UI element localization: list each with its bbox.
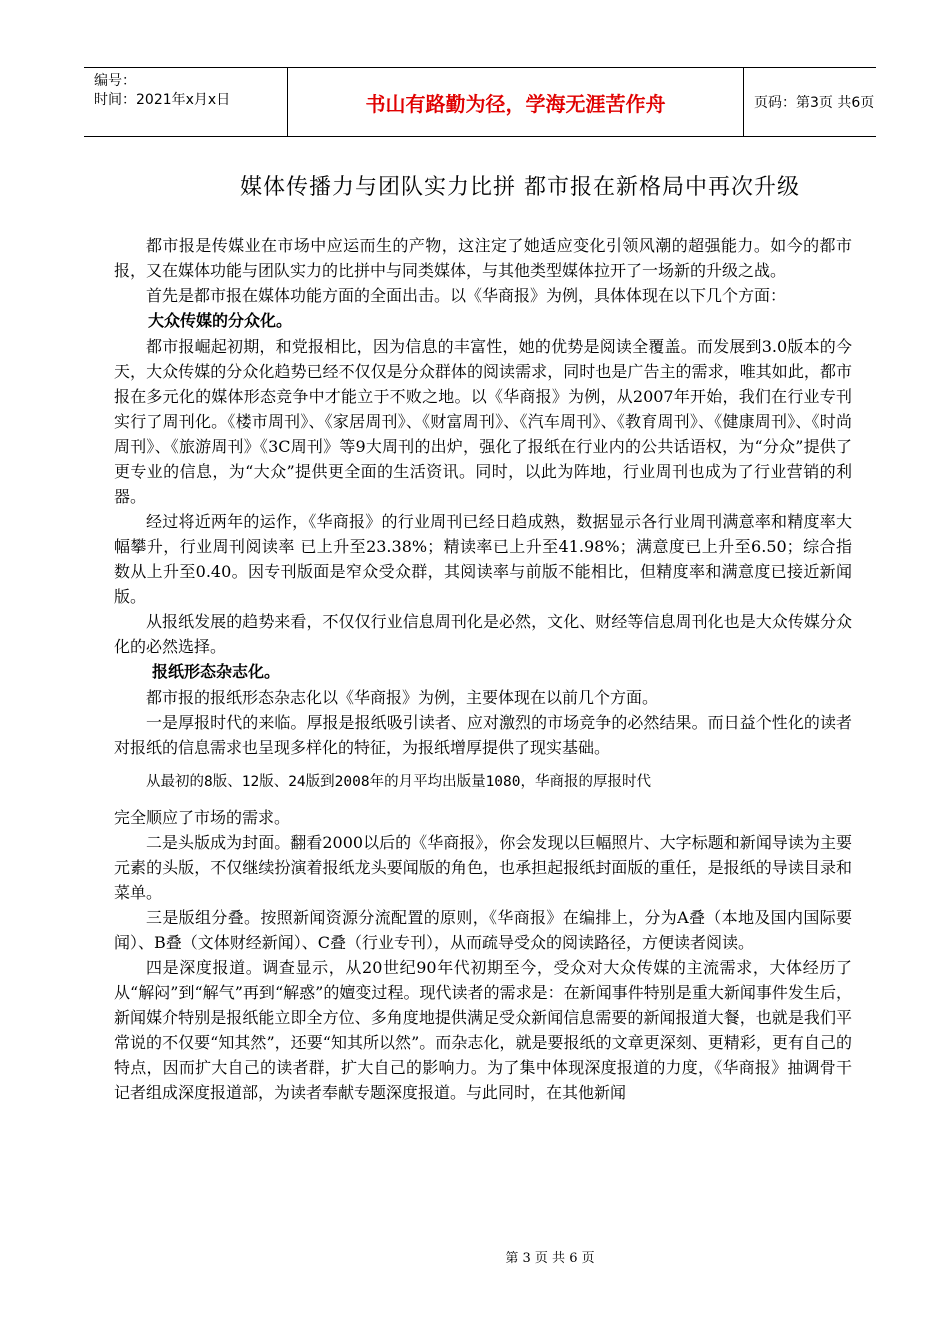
section-heading-1: 大众传媒的分众化。 (148, 311, 293, 330)
section2-paragraph-3a: 从最初的8版、12版、24版到2008年的月平均出版量1080，华商报的厚报时代 (146, 774, 651, 790)
header-meta (84, 68, 288, 136)
section2-paragraph-3b: 完全顺应了市场的需求。 (114, 808, 291, 827)
section1-paragraph-2: 经过将近两年的运作，《华商报》的行业周刊已经日趋成熟，数据显示各行业周刊满意率和精度率大幅攀升，行业周刊阅读率 已上升至23.38%；精读率已上升至41.98%；满意度已上升至6.50；综合指数从上升至0.40。因专刊版面是窄众受众群，其阅读率与前版不能相比，但精度率和满意度已接近新闻版。 (114, 512, 852, 606)
page-footer: 第 3 页 共 6 页 (505, 1251, 595, 1266)
header-motto: 书山有路勤为径，学海无涯苦作舟 (288, 68, 744, 136)
code-label: 编号： (94, 73, 136, 89)
page-header (84, 67, 876, 137)
section1-paragraph-1: 都市报崛起初期，和党报相比，因为信息的丰富性，她的优势是阅读全覆盖。而发展到3.0版本的今天，大众传媒的分众化趋势已经不仅仅是分众群体的阅读需求，同时也是广告主的需求，唯其如此，都市报在多元化的媒体形态竞争中才能立于不败之地。以《华商报》为例，从2007年开始，我们在行业专刊实行了周刊化。《楼市周刊》、《家居周刊》、《财富周刊》、《汽车周刊》、《教育周刊》、《健康周刊》、《时尚周刊》、《旅游周刊》《3C周刊》等9大周刊的出炉，强化了报纸在行业内的公共话语权，为“分众”提供了更专业的信息，为“大众”提供更全面的生活资讯。同时，以此为阵地，行业周刊也成为了行业营销的利器。 (114, 337, 852, 506)
document-body (114, 233, 852, 1105)
intro-paragraph-1: 都市报是传媒业在市场中应运而生的产物，这注定了她适应变化引领风潮的超强能力。如今的都市报，又在媒体功能与团队实力的比拼中与同类媒体，与其他类型媒体拉开了一场新的升级之战。 (114, 236, 852, 280)
document-title: 媒体传播力与团队实力比拼 都市报在新格局中再次升级 (240, 175, 800, 200)
section2-paragraph-1: 都市报的报纸形态杂志化以《华商报》为例，主要体现在以前几个方面。 (146, 688, 659, 707)
section-heading-2: 报纸形态杂志化。 (152, 662, 281, 681)
time-label: 时间：2021年x月x日 (94, 92, 231, 108)
section1-paragraph-3: 从报纸发展的趋势来看，不仅仅行业信息周刊化是必然，文化、财经等信息周刊化也是大众传媒分众化的必然选择。 (114, 612, 852, 656)
section2-paragraph-5: 三是版组分叠。按照新闻资源分流配置的原则，《华商报》在编排上，分为A叠（本地及国内国际要闻）、B叠（文体财经新闻）、C叠（行业专刊），从而疏导受众的阅读路径，方便读者阅读。 (114, 908, 852, 952)
intro-paragraph-2: 首先是都市报在媒体功能方面的全面出击。以《华商报》为例，具体体现在以下几个方面： (146, 286, 787, 305)
header-page-info: 页码：第3页 共6页 (754, 95, 875, 111)
section2-paragraph-4: 二是头版成为封面。翻看2000以后的《华商报》，你会发现以巨幅照片、大字标题和新闻导读为主要元素的头版，不仅继续扮演着报纸龙头要闻版的角色，也承担起报纸封面版的重任，是报纸的导读目录和菜单。 (114, 833, 852, 902)
section2-paragraph-2: 一是厚报时代的来临。厚报是报纸吸引读者、应对激烈的市场竞争的必然结果。而日益个性化的读者对报纸的信息需求也呈现多样化的特征，为报纸增厚提供了现实基础。 (114, 713, 852, 757)
section2-paragraph-6: 四是深度报道。调查显示，从20世纪90年代初期至今，受众对大众传媒的主流需求，大体经历了从“解闷”到“解气”再到“解惑”的嬗变过程。现代读者的需求是：在新闻事件特别是重大新闻事件发生后，新闻媒介特别是报纸能立即全方位、多角度地提供满足受众新闻信息需要的新闻报道大餐，也就是我们平常说的不仅要“知其然”，还要“知其所以然”。而杂志化，就是要报纸的文章更深刻、更精彩，更有自己的特点，因而扩大自己的读者群，扩大自己的影响力。为了集中体现深度报道的力度，《华商报》抽调骨干记者组成深度报道部，为读者奉献专题深度报道。与此同时，在其他新闻 (114, 958, 852, 1102)
